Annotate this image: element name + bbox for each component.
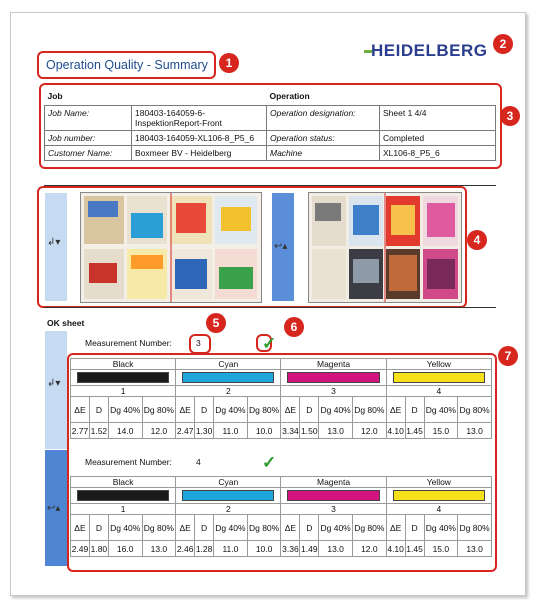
cyan-dg40: 11.0	[214, 541, 248, 557]
col-header-dg40: Dg 40%	[424, 515, 458, 541]
yellow-dg80: 13.0	[458, 541, 492, 557]
col-header-dg80: Dg 80%	[458, 397, 492, 423]
black-d: 1.80	[89, 541, 108, 557]
back-sheet-thumbnail[interactable]	[308, 192, 462, 303]
operation-designation-value: Sheet 1 4/4	[380, 106, 496, 131]
col-header-d: D	[195, 397, 214, 423]
cyan-de: 2.47	[176, 423, 195, 439]
job-info-table	[44, 89, 496, 161]
job-number-value: 180403-164059-XL106-8_P5_6	[132, 131, 267, 146]
magenta-d: 1.49	[300, 541, 319, 557]
ok-front-strip	[45, 331, 67, 449]
col-header-dg40: Dg 40%	[214, 515, 248, 541]
col-header-d: D	[89, 515, 108, 541]
callout-badge-1: 1	[219, 53, 239, 73]
cyan-dg40: 11.0	[214, 423, 248, 439]
callout-badge-6: 6	[284, 317, 304, 337]
col-header-dg80: Dg 80%	[458, 515, 492, 541]
divider-bottom	[44, 307, 496, 308]
heidelberg-logo: HEIDELBERG	[364, 41, 487, 61]
yellow-swatch	[386, 488, 491, 504]
ink-index: 3	[281, 504, 386, 515]
operation-status-label: Operation status:	[267, 131, 380, 146]
col-header-de: ΔE	[281, 515, 300, 541]
page-title: Operation Quality - Summary	[46, 58, 208, 72]
job-number-label: Job number:	[45, 131, 132, 146]
callout-badge-5: 5	[206, 313, 226, 333]
callout-badge-2: 2	[493, 34, 513, 54]
col-header-dg80: Dg 80%	[142, 515, 176, 541]
black-dg80: 13.0	[142, 541, 176, 557]
black-d: 1.52	[89, 423, 108, 439]
ink-index: 1	[71, 386, 176, 397]
col-header-d: D	[195, 515, 214, 541]
machine-value: XL106-8_P5_6	[380, 146, 496, 161]
front-sheet-thumbnail[interactable]	[80, 192, 262, 303]
operation-designation-label: Operation designation:	[267, 106, 380, 131]
job-header: Job	[47, 91, 63, 101]
col-header-de: ΔE	[386, 397, 405, 423]
ink-index: 2	[176, 504, 281, 515]
magenta-dg80: 12.0	[352, 541, 386, 557]
col-header-de: ΔE	[281, 397, 300, 423]
col-header-dg80: Dg 80%	[142, 397, 176, 423]
customer-name-value: Boxmeer BV - Heidelberg	[132, 146, 267, 161]
job-name-value: 180403-164059-6-InspektionReport-Front	[132, 106, 267, 131]
col-header-de: ΔE	[71, 397, 90, 423]
cyan-swatch	[176, 370, 281, 386]
col-header-dg80: Dg 80%	[247, 397, 281, 423]
col-header-dg80: Dg 80%	[352, 397, 386, 423]
yellow-d: 1.45	[405, 541, 424, 557]
ink-index: 4	[386, 504, 491, 515]
magenta-de: 3.36	[281, 541, 300, 557]
ok-sheet-label: OK sheet	[47, 318, 85, 328]
col-header-dg80: Dg 80%	[352, 515, 386, 541]
ink-name-cyan: Cyan	[176, 477, 281, 488]
col-header-dg40: Dg 40%	[319, 397, 353, 423]
ink-table-measurement-4	[70, 476, 492, 557]
magenta-dg40: 13.0	[319, 541, 353, 557]
measurement-number-value: 4	[196, 457, 201, 467]
magenta-de: 3.34	[281, 423, 300, 439]
magenta-dg40: 13.0	[319, 423, 353, 439]
black-dg40: 14.0	[108, 423, 142, 439]
yellow-dg40: 15.0	[424, 423, 458, 439]
yellow-dg80: 13.0	[458, 423, 492, 439]
ok-checkmark-icon: ✓	[262, 453, 277, 472]
yellow-de: 4.10	[386, 423, 405, 439]
ink-index: 4	[386, 386, 491, 397]
ink-name-black: Black	[71, 477, 176, 488]
col-header-dg40: Dg 40%	[424, 397, 458, 423]
machine-label: Machine	[267, 146, 380, 161]
cyan-dg80: 10.0	[247, 423, 281, 439]
ink-name-yellow: Yellow	[386, 359, 491, 370]
yellow-d: 1.45	[405, 423, 424, 439]
back-side-arrow-icon: ↩▴	[274, 241, 288, 252]
ink-name-cyan: Cyan	[176, 359, 281, 370]
ok-checkmark-icon: ✓	[262, 334, 277, 353]
front-side-arrow-icon: ↲▾	[47, 237, 61, 248]
col-header-d: D	[300, 515, 319, 541]
cyan-swatch	[176, 488, 281, 504]
black-dg40: 16.0	[108, 541, 142, 557]
callout-badge-7: 7	[498, 346, 518, 366]
col-header-de: ΔE	[176, 397, 195, 423]
col-header-dg40: Dg 40%	[214, 397, 248, 423]
ok-back-arrow-icon: ↩▴	[47, 503, 61, 514]
ink-name-magenta: Magenta	[281, 359, 386, 370]
ok-front-arrow-icon: ↲▾	[47, 378, 61, 389]
ink-name-yellow: Yellow	[386, 477, 491, 488]
col-header-dg40: Dg 40%	[108, 515, 142, 541]
operation-status-value: Completed	[380, 131, 496, 146]
col-header-dg40: Dg 40%	[319, 515, 353, 541]
measurement-number-label: Measurement Number:	[85, 338, 172, 348]
cyan-d: 1.30	[195, 423, 214, 439]
black-dg80: 12.0	[142, 423, 176, 439]
black-swatch	[71, 488, 176, 504]
black-swatch	[71, 370, 176, 386]
ink-index: 1	[71, 504, 176, 515]
ink-table-measurement-3	[70, 358, 492, 439]
yellow-dg40: 15.0	[424, 541, 458, 557]
callout-badge-4: 4	[467, 230, 487, 250]
ink-name-magenta: Magenta	[281, 477, 386, 488]
magenta-swatch	[281, 488, 386, 504]
cyan-dg80: 10.0	[247, 541, 281, 557]
measurement-number-label: Measurement Number:	[85, 457, 172, 467]
black-de: 2.49	[71, 541, 90, 557]
col-header-de: ΔE	[176, 515, 195, 541]
ink-index: 3	[281, 386, 386, 397]
cyan-d: 1.28	[195, 541, 214, 557]
col-header-d: D	[405, 515, 424, 541]
magenta-swatch	[281, 370, 386, 386]
customer-name-label: Customer Name:	[45, 146, 132, 161]
col-header-d: D	[89, 397, 108, 423]
callout-badge-3: 3	[500, 106, 520, 126]
ink-index: 2	[176, 386, 281, 397]
magenta-d: 1.50	[300, 423, 319, 439]
yellow-swatch	[386, 370, 491, 386]
col-header-de: ΔE	[386, 515, 405, 541]
measurement-number-value: 3	[196, 338, 201, 348]
yellow-de: 4.10	[386, 541, 405, 557]
ink-name-black: Black	[71, 359, 176, 370]
col-header-d: D	[300, 397, 319, 423]
cyan-de: 2.46	[176, 541, 195, 557]
col-header-d: D	[405, 397, 424, 423]
col-header-dg80: Dg 80%	[247, 515, 281, 541]
operation-header: Operation	[269, 91, 310, 101]
col-header-de: ΔE	[71, 515, 90, 541]
col-header-dg40: Dg 40%	[108, 397, 142, 423]
job-name-label: Job Name:	[45, 106, 132, 131]
magenta-dg80: 12.0	[352, 423, 386, 439]
black-de: 2.77	[71, 423, 90, 439]
